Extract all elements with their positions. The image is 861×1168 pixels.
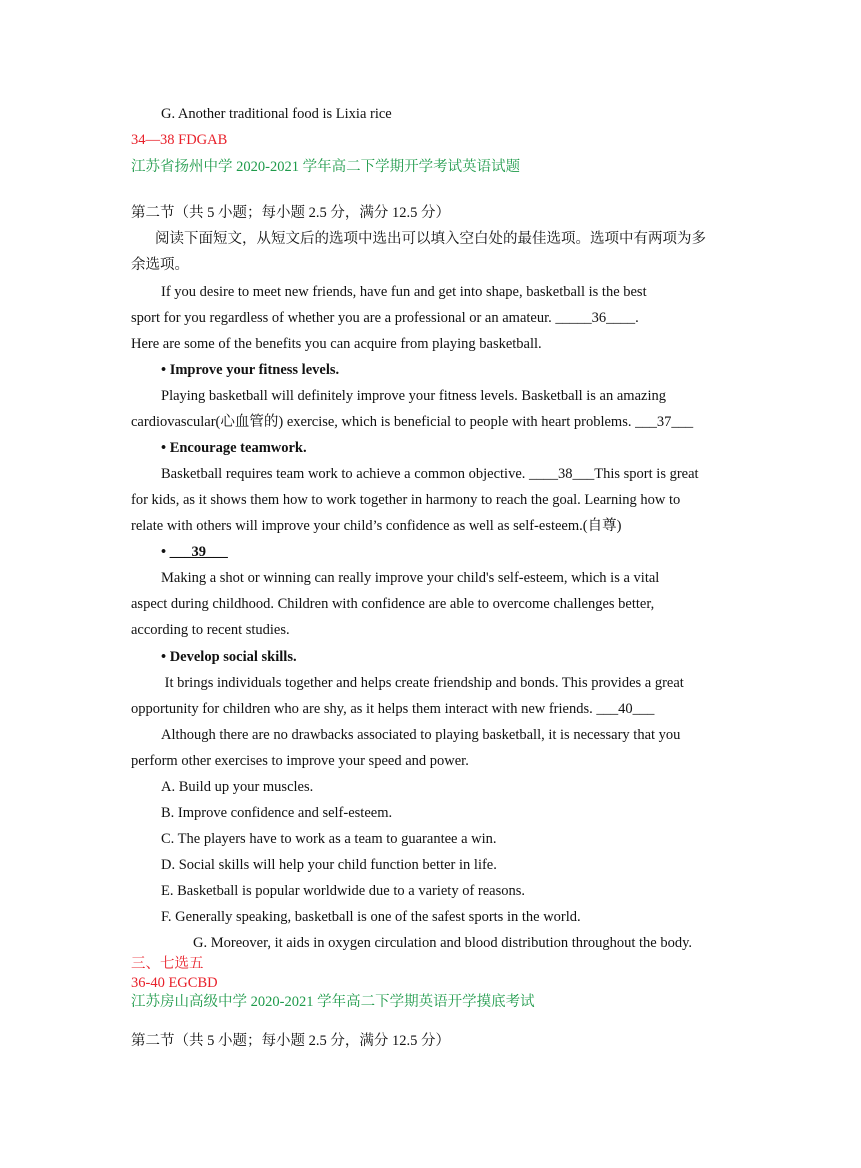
second-exam-source-title: 江苏房山高级中学 2020-2021 学年高二下学期英语开学摸底考试 [131, 994, 535, 1010]
bullet: • [161, 544, 170, 560]
option-c: C. The players have to work as a team to guarantee a win. [161, 831, 497, 847]
exam-source-title: 江苏省扬州中学 2020-2021 学年高二下学期开学考试英语试题 [131, 159, 521, 175]
option-f: F. Generally speaking, basketball is one of the safest sports in the world. [161, 909, 581, 925]
section-heading: 第二节（共 5 小题；每小题 2.5 分，满分 12.5 分） [131, 205, 450, 221]
subheading-fitness: • Improve your fitness levels. [161, 362, 340, 378]
paragraph-intro-line-1: If you desire to meet new friends, have fun and get into shape, basketball is the best [161, 284, 647, 300]
paragraph-fitness-line-1: Playing basketball will definitely improve your fitness levels. Basketball is an amazing [161, 388, 666, 404]
previous-option-g: G. Another traditional food is Lixia rice [161, 106, 392, 122]
paragraph-intro-line-2: sport for you regardless of whether you are a professional or an amateur. _____36____. [131, 310, 639, 326]
option-a: A. Build up your muscles. [161, 779, 314, 795]
instructions-line-1: 阅读下面短文，从短文后的选项中选出可以填入空白处的最佳选项。选项中有两项为多 [155, 231, 706, 247]
second-section-heading: 第二节（共 5 小题；每小题 2.5 分，满分 12.5 分） [131, 1033, 450, 1049]
blank-39: ___39___ [169, 544, 228, 560]
paragraph-confidence-line-2: aspect during childhood. Children with confidence are able to overcome challenges better, [131, 596, 655, 612]
paragraph-confidence-line-3: according to recent studies. [131, 622, 290, 638]
paragraph-teamwork-line-2: for kids, as it shows them how to work together in harmony to reach the goal. Learning how to [131, 492, 681, 508]
subheading-teamwork: • Encourage teamwork. [161, 440, 307, 456]
part-label: 三、七选五 [131, 956, 204, 972]
paragraph-closing-line-2: perform other exercises to improve your speed and power. [131, 753, 469, 769]
paragraph-fitness-line-2: cardiovascular(心血管的) exercise, which is beneficial to people with heart problems. ___37___ [131, 414, 694, 430]
subheading-blank-39 [161, 542, 228, 562]
paragraph-closing-line-1: Although there are no drawbacks associated to playing basketball, it is necessary that you [161, 727, 681, 743]
option-g: G. Moreover, it aids in oxygen circulation and blood distribution throughout the body. [193, 935, 693, 951]
instructions-line-2: 余选项。 [131, 257, 189, 273]
paragraph-teamwork-line-3: relate with others will improve your child’s confidence as well as self-esteem.(自尊) [131, 518, 622, 534]
paragraph-social-line-1: It brings individuals together and helps create friendship and bonds. This provides a great [161, 675, 684, 691]
subheading-social-skills: • Develop social skills. [161, 649, 297, 665]
option-e: E. Basketball is popular worldwide due to a variety of reasons. [161, 883, 526, 899]
previous-answer-key: 34—38 FDGAB [131, 132, 228, 148]
paragraph-teamwork-line-1: Basketball requires team work to achieve a common objective. ____38___This sport is great [161, 466, 699, 482]
paragraph-intro-line-3: Here are some of the benefits you can acquire from playing basketball. [131, 336, 542, 352]
option-b: B. Improve confidence and self-esteem. [161, 805, 393, 821]
answer-key: 36-40 EGCBD [131, 975, 218, 991]
option-d: D. Social skills will help your child function better in life. [161, 857, 497, 873]
paragraph-confidence-line-1: Making a shot or winning can really improve your child's self-esteem, which is a vital [161, 570, 660, 586]
paragraph-social-line-2: opportunity for children who are shy, as it helps them interact with new friends. ___40___ [131, 701, 655, 717]
